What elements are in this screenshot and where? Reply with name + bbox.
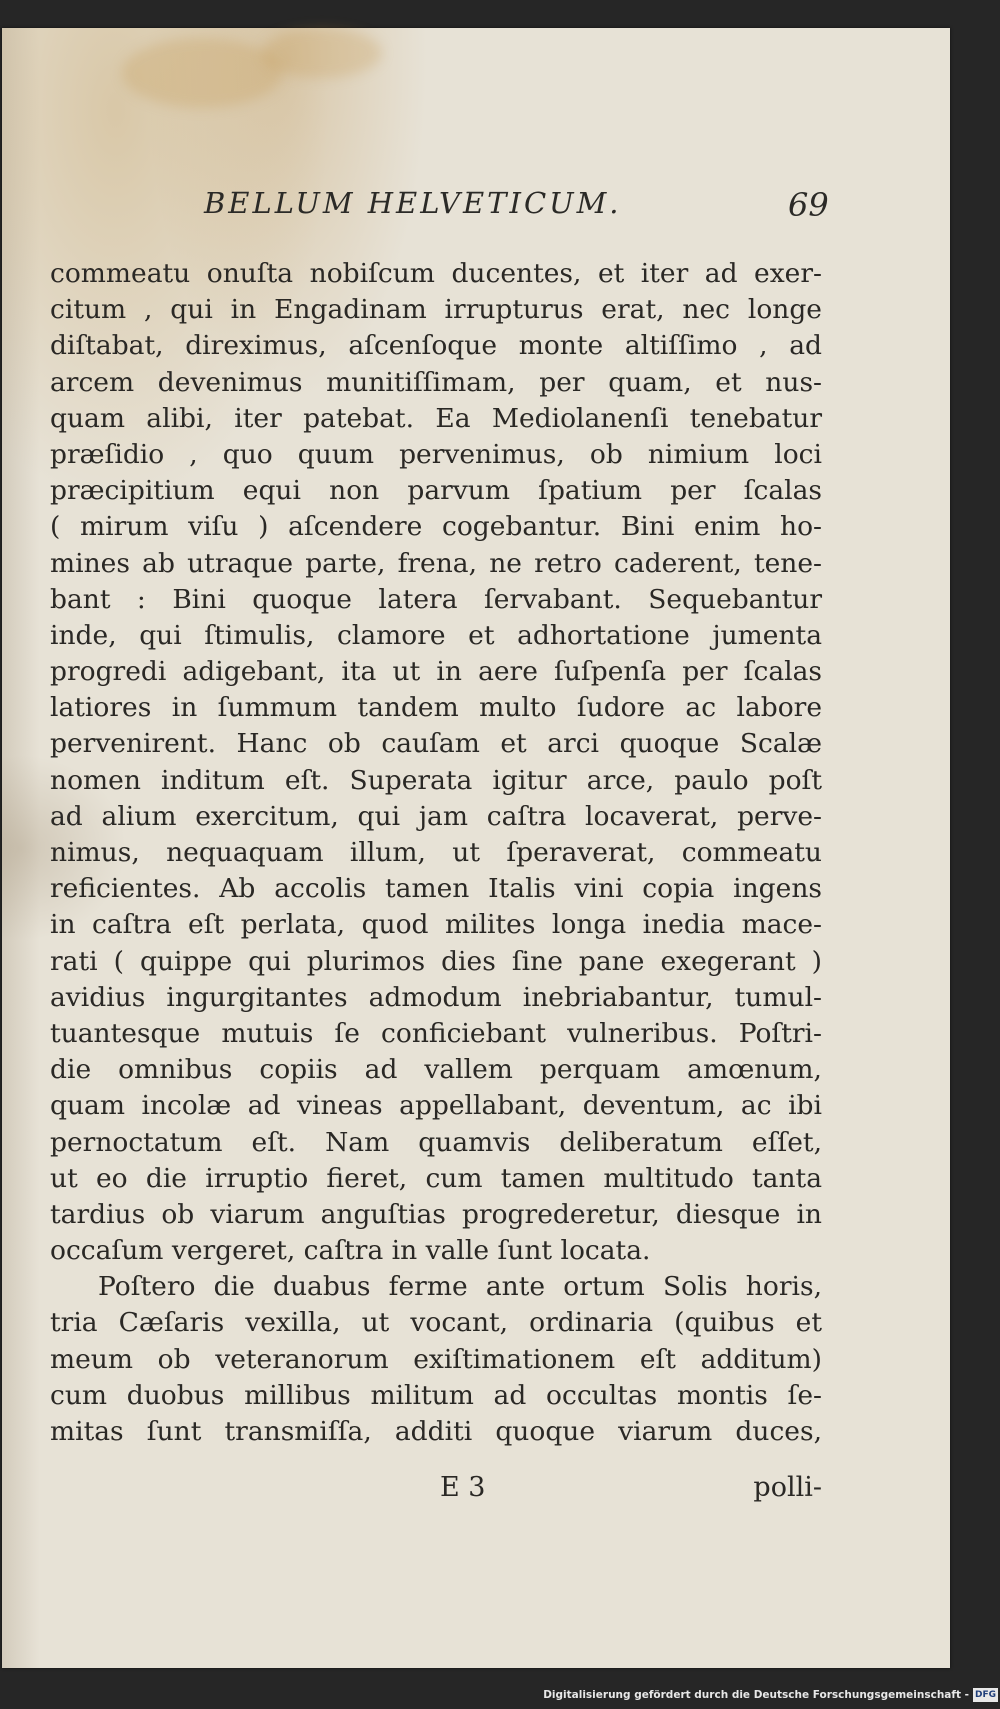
text-line: præcipitium equi non parvum ſpatium per ſcalas [50, 475, 822, 507]
text-line: latiores in ſummum tandem multo ſudore ac labore [50, 692, 822, 724]
text-line: progredi adigebant, ita ut in aere ſuſpenſa per ſcalas [50, 656, 822, 688]
text-line: reficientes. Ab accolis tamen Italis vini copia ingens [50, 873, 822, 905]
catchword: polli- [753, 1472, 822, 1503]
text-line: diſtabat, direximus, aſcenſoque monte altiſſimo , ad [50, 330, 822, 362]
text-line: occaſum vergeret, caſtra in valle ſunt locata. [50, 1235, 651, 1267]
text-line: meum ob veteranorum exiſtimationem eſt additum) [50, 1343, 822, 1375]
text-line: pernoctatum eſt. Nam quamvis deliberatum eſſet, [50, 1126, 822, 1158]
text-line: pervenirent. Hanc ob cauſam et arci quoque Scalæ [50, 728, 822, 760]
text-line: inde, qui ſtimulis, clamore et adhortatione jumenta [50, 619, 822, 651]
text-line: rati ( quippe qui plurimos dies ſine pane exegerant ) [50, 945, 822, 977]
text-line: nomen inditum eſt. Superata igitur arce, paulo poſt [50, 764, 822, 796]
book-page [2, 28, 950, 1668]
paper-stain [262, 28, 382, 78]
text-line: avidius ingurgitantes admodum inebriabantur, tumul- [50, 981, 822, 1013]
digitization-notice-text: Digitalisierung gefördert durch die Deutsche Forschungsgemeinschaft - [543, 1689, 969, 1701]
text-line: arcem devenimus munitiſſimam, per quam, et nus- [50, 366, 822, 398]
text-line: mitas ſunt transmiſſa, additi quoque viarum duces, [50, 1416, 822, 1447]
text-line: cum duobus millibus militum ad occultas montis ſe- [50, 1379, 822, 1411]
page-number: 69 [788, 186, 829, 224]
text-line: ut eo die irruptio fieret, cum tamen multitudo tanta [50, 1162, 822, 1194]
paper-stain [122, 38, 282, 108]
text-line: ( mirum viſu ) aſcendere cogebantur. Bini enim ho- [50, 511, 822, 543]
text-line: in caſtra eſt perlata, quod milites longa inedia mace- [50, 909, 822, 941]
running-head-title: BELLUM HELVETICUM. [204, 186, 622, 220]
body-text [50, 256, 822, 1450]
text-line: quam alibi, iter patebat. Ea Mediolanenſi tenebatur [50, 402, 822, 434]
text-line: Poſtero die duabus ferme ante ortum Solis horis, [98, 1271, 822, 1303]
text-line: præſidio , quo quum pervenimus, ob nimium loci [50, 438, 822, 470]
text-line: quam incolæ ad vineas appellabant, deventum, ac ibi [50, 1090, 822, 1122]
text-line: tardius ob viarum anguſtias progrederetur, diesque in [50, 1198, 822, 1230]
text-line: commeatu onuſta nobiſcum ducentes, et iter ad exer- [50, 258, 822, 289]
text-line: nimus, nequaquam illum, ut ſperaverat, commeatu [50, 837, 822, 868]
text-line: ad alium exercitum, qui jam caſtra locaverat, perve- [50, 800, 822, 832]
signature-mark: E 3 [440, 1472, 486, 1503]
dfg-logo-icon: DFG [974, 1690, 996, 1700]
page-footer [50, 1472, 822, 1508]
text-line: citum , qui in Engadinam irrupturus erat, nec longe [50, 294, 822, 326]
text-line: tuantesque mutuis ſe conficiebant vulneribus. Poſtri- [50, 1017, 822, 1049]
text-line: bant : Bini quoque latera ſervabant. Sequebantur [50, 583, 822, 615]
text-line: tria Cæſaris vexilla, ut vocant, ordinaria (quibus et [50, 1307, 822, 1339]
text-line: die omnibus copiis ad vallem perquam amœnum, [50, 1054, 822, 1086]
digitization-notice [543, 1687, 998, 1703]
text-line: mines ab utraque parte, frena, ne retro caderent, tene- [50, 547, 822, 579]
